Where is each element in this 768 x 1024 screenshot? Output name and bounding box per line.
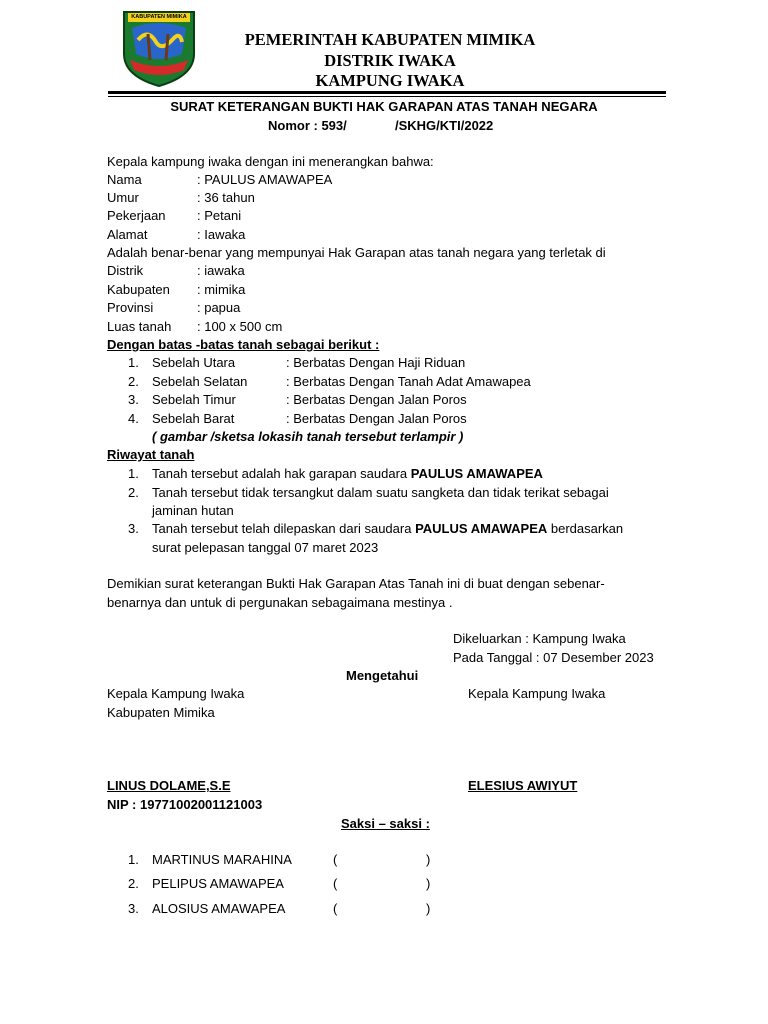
field-label: Provinsi — [107, 300, 154, 315]
signature-bracket-close: ) — [426, 901, 431, 916]
signature-bracket-open: ( — [333, 901, 338, 916]
field-label: Distrik — [107, 263, 144, 278]
issued-date: Pada Tanggal : 07 Desember 2023 — [453, 650, 654, 665]
boundary-desc: : Berbatas Dengan Tanah Adat Amawapea — [286, 374, 531, 389]
list-number: 3. — [128, 521, 139, 536]
signature-bracket-close: ) — [426, 852, 431, 867]
boundary-desc: : Berbatas Dengan Haji Riduan — [286, 355, 466, 370]
left-signatory-title: Kepala Kampung Iwaka — [107, 686, 245, 701]
witnesses-heading: Saksi – saksi : — [341, 816, 430, 831]
field-value: : mimika — [197, 282, 246, 297]
letterhead-line-2: DISTRIK IWAKA — [324, 51, 456, 70]
header-rule-thin — [108, 96, 666, 97]
field-value: : 100 x 500 cm — [197, 319, 283, 334]
list-number: 1. — [128, 355, 139, 370]
left-signatory-name: LINUS DOLAME,S.E — [107, 778, 231, 793]
statement-text: Adalah benar-benar yang mempunyai Hak Garapan atas tanah negara yang terletak di — [107, 245, 606, 260]
boundary-side: Sebelah Barat — [152, 411, 235, 426]
field-label: Umur — [107, 190, 139, 205]
field-value: : papua — [197, 300, 241, 315]
boundary-side: Sebelah Utara — [152, 355, 236, 370]
boundary-desc: : Berbatas Dengan Jalan Poros — [286, 411, 467, 426]
field-value: : Iawaka — [197, 227, 246, 242]
history-item-text: berdasarkan — [547, 521, 624, 536]
list-number: 3. — [128, 392, 139, 407]
sketch-note: ( gambar /sketsa lokasih tanah tersebut terlampir ) — [152, 429, 464, 444]
mengetahui-label: Mengetahui — [346, 668, 419, 683]
signature-bracket-open: ( — [333, 852, 338, 867]
owner-name: PAULUS AMAWAPEA — [415, 521, 548, 536]
field-label: Kabupaten — [107, 282, 170, 297]
right-signatory-name: ELESIUS AWIYUT — [468, 778, 578, 793]
field-label: Nama — [107, 172, 142, 187]
left-signatory-nip: NIP : 19771002001121003 — [107, 797, 263, 812]
letterhead-line-3: KAMPUNG IWAKA — [315, 71, 465, 90]
document-title: SURAT KETERANGAN BUKTI HAK GARAPAN ATAS TANAH NEGARA — [170, 99, 598, 114]
logo-text: KABUPATEN MIMIKA — [131, 14, 187, 20]
boundaries-heading: Dengan batas -batas tanah sebagai berikut : — [107, 337, 380, 352]
list-number: 4. — [128, 411, 139, 426]
list-number: 1. — [128, 466, 139, 481]
closing-line-1: Demikian surat keterangan Bukti Hak Garapan Atas Tanah ini di buat dengan sebenar- — [107, 576, 605, 591]
list-number: 3. — [128, 901, 139, 916]
witness-name: ALOSIUS AMAWAPEA — [152, 901, 286, 916]
list-number: 2. — [128, 485, 139, 500]
field-value: : iawaka — [197, 263, 245, 278]
nomor-label: Nomor : 593/ — [268, 118, 347, 133]
signature-bracket-open: ( — [333, 876, 338, 891]
history-item-2-line-1: Tanah tersebut tidak tersangkut dalam suatu sangketa dan tidak terikat sebagai — [152, 485, 609, 500]
list-number: 1. — [128, 852, 139, 867]
signature-bracket-close: ) — [426, 876, 431, 891]
history-heading: Riwayat tanah — [107, 447, 195, 462]
issued-place: Dikeluarkan : Kampung Iwaka — [453, 631, 626, 646]
history-item-2-line-2: jaminan hutan — [152, 503, 234, 518]
boundary-desc: : Berbatas Dengan Jalan Poros — [286, 392, 467, 407]
list-number: 2. — [128, 374, 139, 389]
history-item-text: Tanah tersebut adalah hak garapan saudara — [152, 466, 411, 481]
intro-text: Kepala kampung iwaka dengan ini menerangkan bahwa: — [107, 154, 434, 169]
list-number: 2. — [128, 876, 139, 891]
closing-line-2: benarnya dan untuk di pergunakan sebagaimana mestinya . — [107, 595, 453, 610]
history-item-text: Tanah tersebut telah dilepaskan dari saudara — [152, 521, 416, 536]
left-signatory-subtitle: Kabupaten Mimika — [107, 705, 215, 720]
letterhead-line-1: PEMERINTAH KABUPATEN MIMIKA — [244, 30, 536, 49]
witness-name: MARTINUS MARAHINA — [152, 852, 292, 867]
right-signatory-title: Kepala Kampung Iwaka — [468, 686, 606, 701]
regency-logo — [120, 8, 198, 88]
owner-name: PAULUS AMAWAPEA — [410, 466, 543, 481]
nomor-suffix: /SKHG/KTI/2022 — [395, 118, 494, 133]
field-value: : 36 tahun — [197, 190, 255, 205]
history-item-3 — [152, 521, 623, 536]
boundary-side: Sebelah Selatan — [152, 374, 248, 389]
boundary-side: Sebelah Timur — [152, 392, 236, 407]
field-label: Pekerjaan — [107, 208, 166, 223]
field-label: Alamat — [107, 227, 148, 242]
witness-name: PELIPUS AMAWAPEA — [152, 876, 284, 891]
history-item-3-line-2: surat pelepasan tanggal 07 maret 2023 — [152, 540, 379, 555]
field-value: : PAULUS AMAWAPEA — [197, 172, 333, 187]
header-rule-thick — [108, 91, 666, 94]
history-item-1 — [152, 466, 543, 481]
field-value: : Petani — [197, 208, 242, 223]
field-label: Luas tanah — [107, 319, 172, 334]
